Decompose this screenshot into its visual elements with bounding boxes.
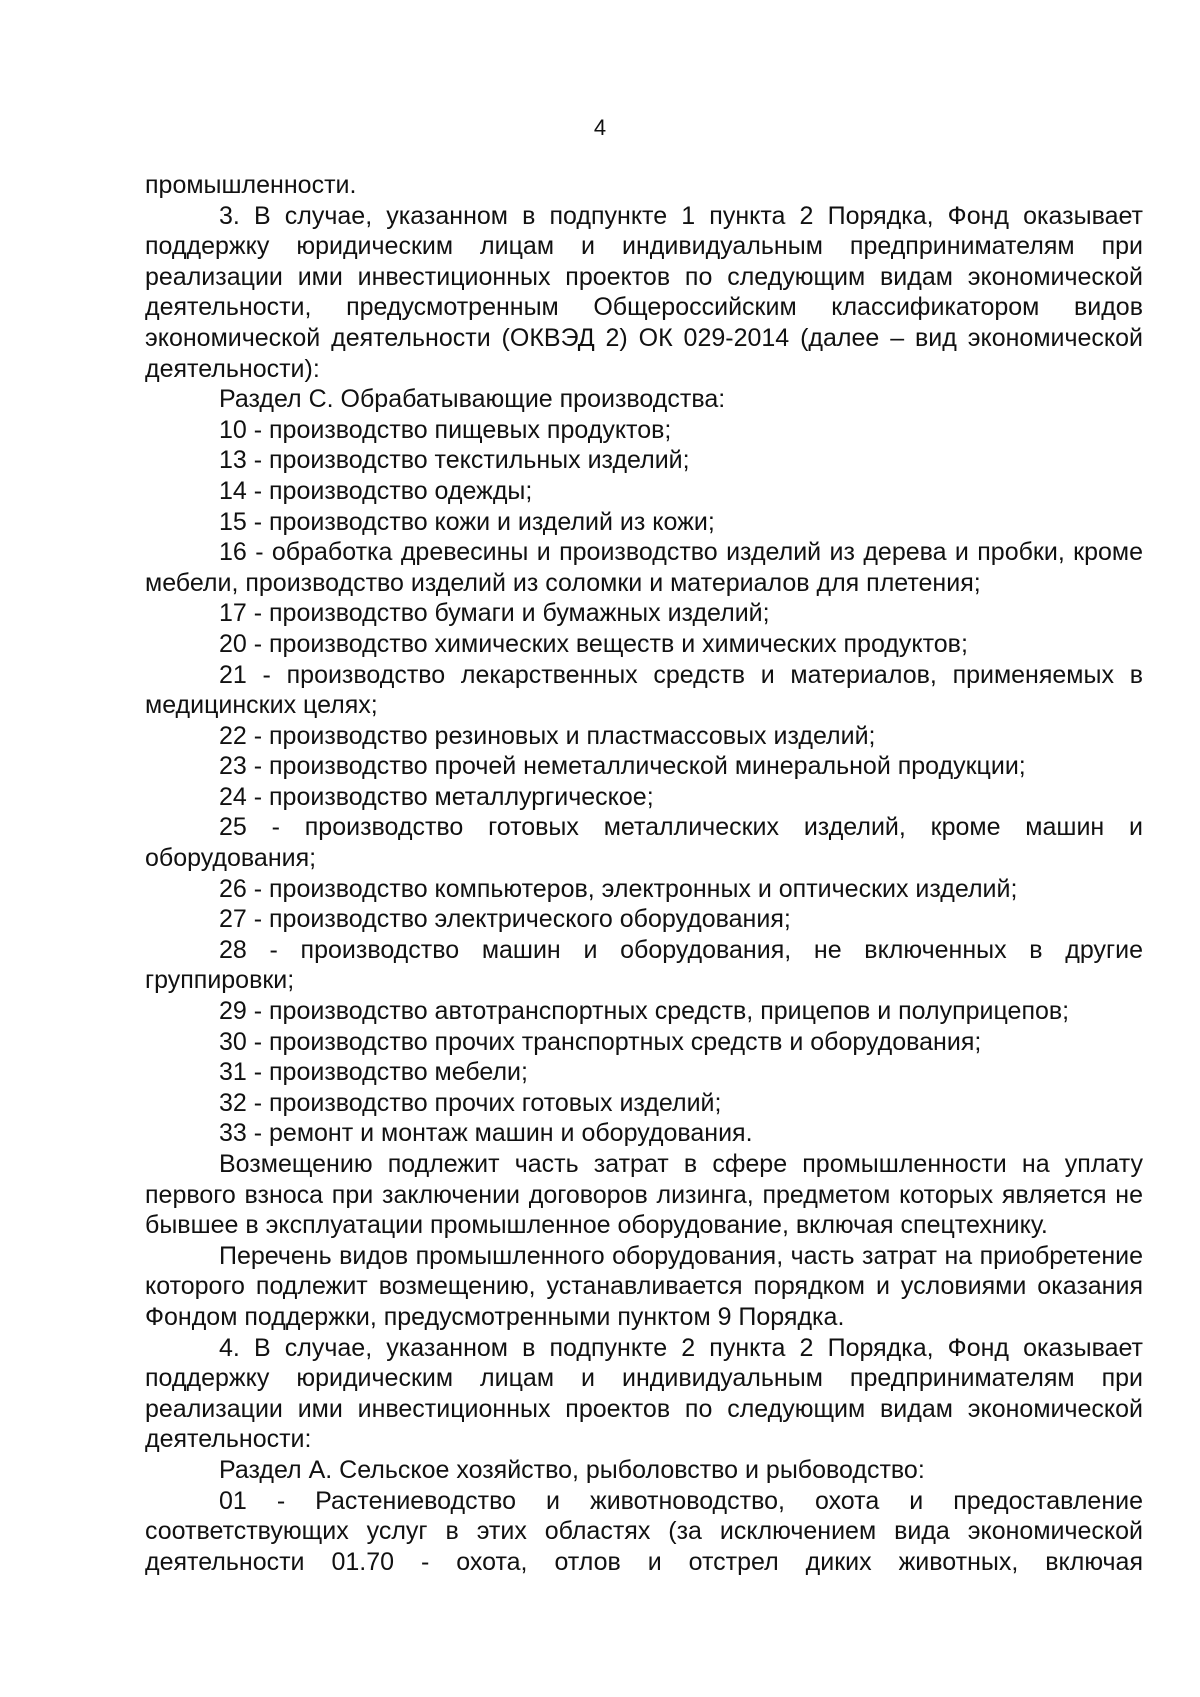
paragraph: 15 - производство кожи и изделий из кожи; [219,507,715,536]
paragraph: промышленности. [145,171,357,199]
paragraph: 21 - производство лекарственных средств и материалов, применяемых в медицинских целях; [145,660,1143,720]
paragraph: 32 - производство прочих готовых изделий; [219,1088,722,1117]
paragraph: 23 - производство прочей неметаллической минеральной продукции; [219,752,1026,781]
paragraph: 25 - производство готовых металлических изделий, кроме машин и оборудования; [145,813,1143,873]
paragraph: 33 - ремонт и монтаж машин и оборудования. [219,1119,753,1148]
paragraph: 28 - производство машин и оборудования, не включенных в другие группировки; [145,935,1143,995]
paragraph: 13 - производство текстильных изделий; [219,446,690,475]
paragraph: 3. В случае, указанном в подпункте 1 пункта 2 Порядка, Фонд оказывает поддержку юридическим лицам и индивидуальным предпринимателям при реализации ими инвестиционных проектов по следующим видам экономической деятельности, предусмотренным Общероссийским классификатором видов экономической деятельности (ОКВЭД 2) ОК 029-2014 (далее – вид экономической деятельности): [145,201,1143,383]
paragraph: 14 - производство одежды; [219,476,533,505]
paragraph: Раздел А. Сельское хозяйство, рыболовство и рыбоводство: [219,1455,925,1484]
paragraph: 30 - производство прочих транспортных средств и оборудования; [219,1027,982,1056]
paragraph: 4. В случае, указанном в подпункте 2 пункта 2 Порядка, Фонд оказывает поддержку юридическим лицам и индивидуальным предпринимателям при реализации ими инвестиционных проектов по следующим видам экономической деятельности: [145,1333,1143,1454]
paragraph: 27 - производство электрического оборудования; [219,905,791,934]
paragraph: Возмещению подлежит часть затрат в сфере промышленности на уплату первого взноса при заключении договоров лизинга, предметом которых является не бывшее в эксплуатации промышленное оборудование, включая спецтехнику. [145,1150,1143,1240]
document-body [145,170,1143,1577]
paragraph: 10 - производство пищевых продуктов; [219,415,672,444]
paragraph: 17 - производство бумаги и бумажных изделий; [219,599,770,628]
paragraph: Перечень видов промышленного оборудования, часть затрат на приобретение которого подлежит возмещению, устанавливается порядком и условиями оказания Фондом поддержки, предусмотренными пунктом 9 Порядка. [145,1241,1143,1331]
paragraph: Раздел С. Обрабатывающие производства: [219,385,726,414]
paragraph: 24 - производство металлургическое; [219,782,654,811]
page-number: 4 [593,115,607,140]
paragraph: 01 - Растениеводство и животноводство, охота и предоставление соответствующих услуг в этих областях (за исключением вида экономической деятельности 01.70 - охота, отлов и отстрел диких животных, включая [145,1486,1143,1576]
paragraph: 31 - производство мебели; [219,1058,528,1087]
paragraph: 26 - производство компьютеров, электронных и оптических изделий; [219,874,1018,903]
paragraph: 20 - производство химических веществ и химических продуктов; [219,629,968,658]
paragraph: 29 - производство автотранспортных средств, прицепов и полуприцепов; [219,997,1070,1026]
paragraph: 22 - производство резиновых и пластмассовых изделий; [219,721,876,750]
paragraph: 16 - обработка древесины и производство изделий из дерева и пробки, кроме мебели, производство изделий из соломки и материалов для плетения; [145,538,1143,597]
